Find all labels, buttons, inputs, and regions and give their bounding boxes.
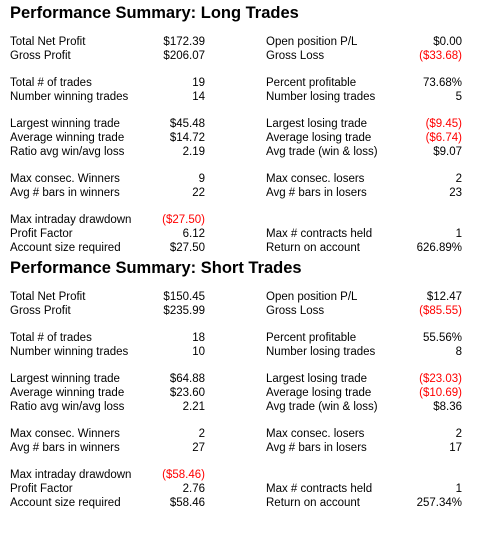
stat-value: 23 [449,187,462,199]
stats-row [10,241,480,255]
stats-group [10,427,480,455]
stats-row [10,213,480,227]
spacer [10,455,480,468]
stats-row [10,172,480,186]
stat-value: 17 [449,442,462,454]
stat-value: $45.48 [169,118,205,130]
stats-row [10,186,480,200]
short-trades-title: Performance Summary: Short Trades [10,259,302,277]
stats-row [10,90,480,104]
stats-row [10,49,480,63]
stat-value: ($27.50) [162,214,205,226]
stat-value: ($10.69) [419,387,462,399]
stat-value: 2 [198,428,205,440]
stat-value: 2.19 [182,146,205,158]
stat-value: 1 [455,228,462,240]
stat-label: Gross Profit [10,50,71,62]
stat-label: Account size required [10,242,121,254]
stats-row [10,290,480,304]
stats-row [10,372,480,386]
stats-group [10,468,480,510]
stat-value: 19 [192,77,205,89]
stats-row [10,386,480,400]
stat-value: $58.46 [169,497,205,509]
stats-row [10,345,480,359]
stats-row [10,227,480,241]
stat-label: Max consec. Winners [10,428,120,440]
stat-value: 22 [192,187,205,199]
spacer [10,359,480,372]
stat-value: $150.45 [163,291,205,303]
spacer [10,159,480,172]
stat-label: Total Net Profit [10,291,86,303]
stat-label: Average winning trade [10,387,125,399]
stat-value: 8 [455,346,462,358]
spacer [10,278,480,290]
stat-value: ($6.74) [425,132,462,144]
stats-group [10,372,480,414]
spacer [10,318,480,331]
stats-row [10,427,480,441]
stat-value: 2.76 [182,483,205,495]
stat-value: $27.50 [169,242,205,254]
stat-label: Average losing trade [266,387,372,399]
stat-label: Avg # bars in losers [266,442,367,454]
stats-row [10,496,480,510]
stats-row [10,35,480,49]
stat-value: 2 [455,173,462,185]
stat-value: 6.12 [182,228,205,240]
stat-label: Return on account [266,497,360,509]
stats-row [10,304,480,318]
stat-label: Profit Factor [10,228,73,240]
stat-value: 626.89% [416,242,462,254]
stat-label: Percent profitable [266,77,357,89]
stat-value: 9 [198,173,205,185]
stat-label: Number winning trades [10,91,129,103]
stat-value: ($9.45) [425,118,462,130]
stat-value: $9.07 [433,146,462,158]
spacer [10,104,480,117]
stat-label: Number losing trades [266,91,376,103]
stats-group [10,290,480,318]
stat-value: $14.72 [169,132,205,144]
stat-label: Ratio avg win/avg loss [10,146,125,158]
stat-label: Gross Loss [266,305,325,317]
stat-label: Open position P/L [266,291,358,303]
stat-value: ($58.46) [162,469,205,481]
stat-label: Number winning trades [10,346,129,358]
stat-value: $206.07 [163,50,205,62]
stat-value: $12.47 [426,291,462,303]
stat-label: Max consec. Winners [10,173,120,185]
stat-label: Avg trade (win & loss) [266,146,378,158]
stat-label: Average losing trade [266,132,372,144]
stat-label: Avg trade (win & loss) [266,401,378,413]
stat-label: Percent profitable [266,332,357,344]
stats-row [10,441,480,455]
stats-row [10,400,480,414]
stat-label: Max intraday drawdown [10,214,132,226]
stats-row [10,131,480,145]
stat-label: Max intraday drawdown [10,469,132,481]
stat-label: Average winning trade [10,132,125,144]
stat-label: Max # contracts held [266,483,373,495]
stat-label: Ratio avg win/avg loss [10,401,125,413]
stat-value: ($85.55) [419,305,462,317]
spacer [10,414,480,427]
stat-label: Total # of trades [10,332,92,344]
stat-label: Max # contracts held [266,228,373,240]
stats-row [10,468,480,482]
stat-label: Total Net Profit [10,36,86,48]
stat-value: $8.36 [433,401,462,413]
stat-label: Avg # bars in winners [10,442,120,454]
stat-label: Max consec. losers [266,173,365,185]
stat-label: Avg # bars in losers [266,187,367,199]
stat-label: Largest losing trade [266,118,368,130]
stat-label: Largest losing trade [266,373,368,385]
stat-value: 10 [192,346,205,358]
stat-value: $23.60 [169,387,205,399]
stats-row [10,117,480,131]
stat-label: Number losing trades [266,346,376,358]
stat-value: 5 [455,91,462,103]
stat-label: Total # of trades [10,77,92,89]
stats-group [10,76,480,104]
stats-row [10,145,480,159]
stats-group [10,117,480,159]
stat-label: Account size required [10,497,121,509]
stats-group [10,172,480,200]
stat-value: $64.88 [169,373,205,385]
stat-value: 27 [192,442,205,454]
stat-label: Return on account [266,242,360,254]
stat-label: Avg # bars in winners [10,187,120,199]
long-trades-title: Performance Summary: Long Trades [10,4,299,22]
stats-row [10,331,480,345]
stat-value: 2 [455,428,462,440]
spacer [10,23,480,35]
stat-value: 18 [192,332,205,344]
stat-value: 14 [192,91,205,103]
stat-label: Gross Loss [266,50,325,62]
stat-value: 73.68% [422,77,462,89]
stat-label: Max consec. losers [266,428,365,440]
stat-value: 1 [455,483,462,495]
stats-group [10,331,480,359]
stat-value: 55.56% [422,332,462,344]
stats-group [10,213,480,255]
stats-row [10,482,480,496]
stats-row [10,76,480,90]
stat-label: Gross Profit [10,305,71,317]
stats-group [10,35,480,63]
stat-value: ($33.68) [419,50,462,62]
stat-label: Profit Factor [10,483,73,495]
stat-value: $172.39 [163,36,205,48]
stat-value: $0.00 [433,36,462,48]
stat-value: ($23.03) [419,373,462,385]
stat-value: $235.99 [163,305,205,317]
stat-label: Open position P/L [266,36,358,48]
stat-value: 2.21 [182,401,205,413]
stat-label: Largest winning trade [10,373,120,385]
spacer [10,63,480,76]
stat-value: 257.34% [416,497,462,509]
stat-label: Largest winning trade [10,118,120,130]
spacer [10,200,480,213]
